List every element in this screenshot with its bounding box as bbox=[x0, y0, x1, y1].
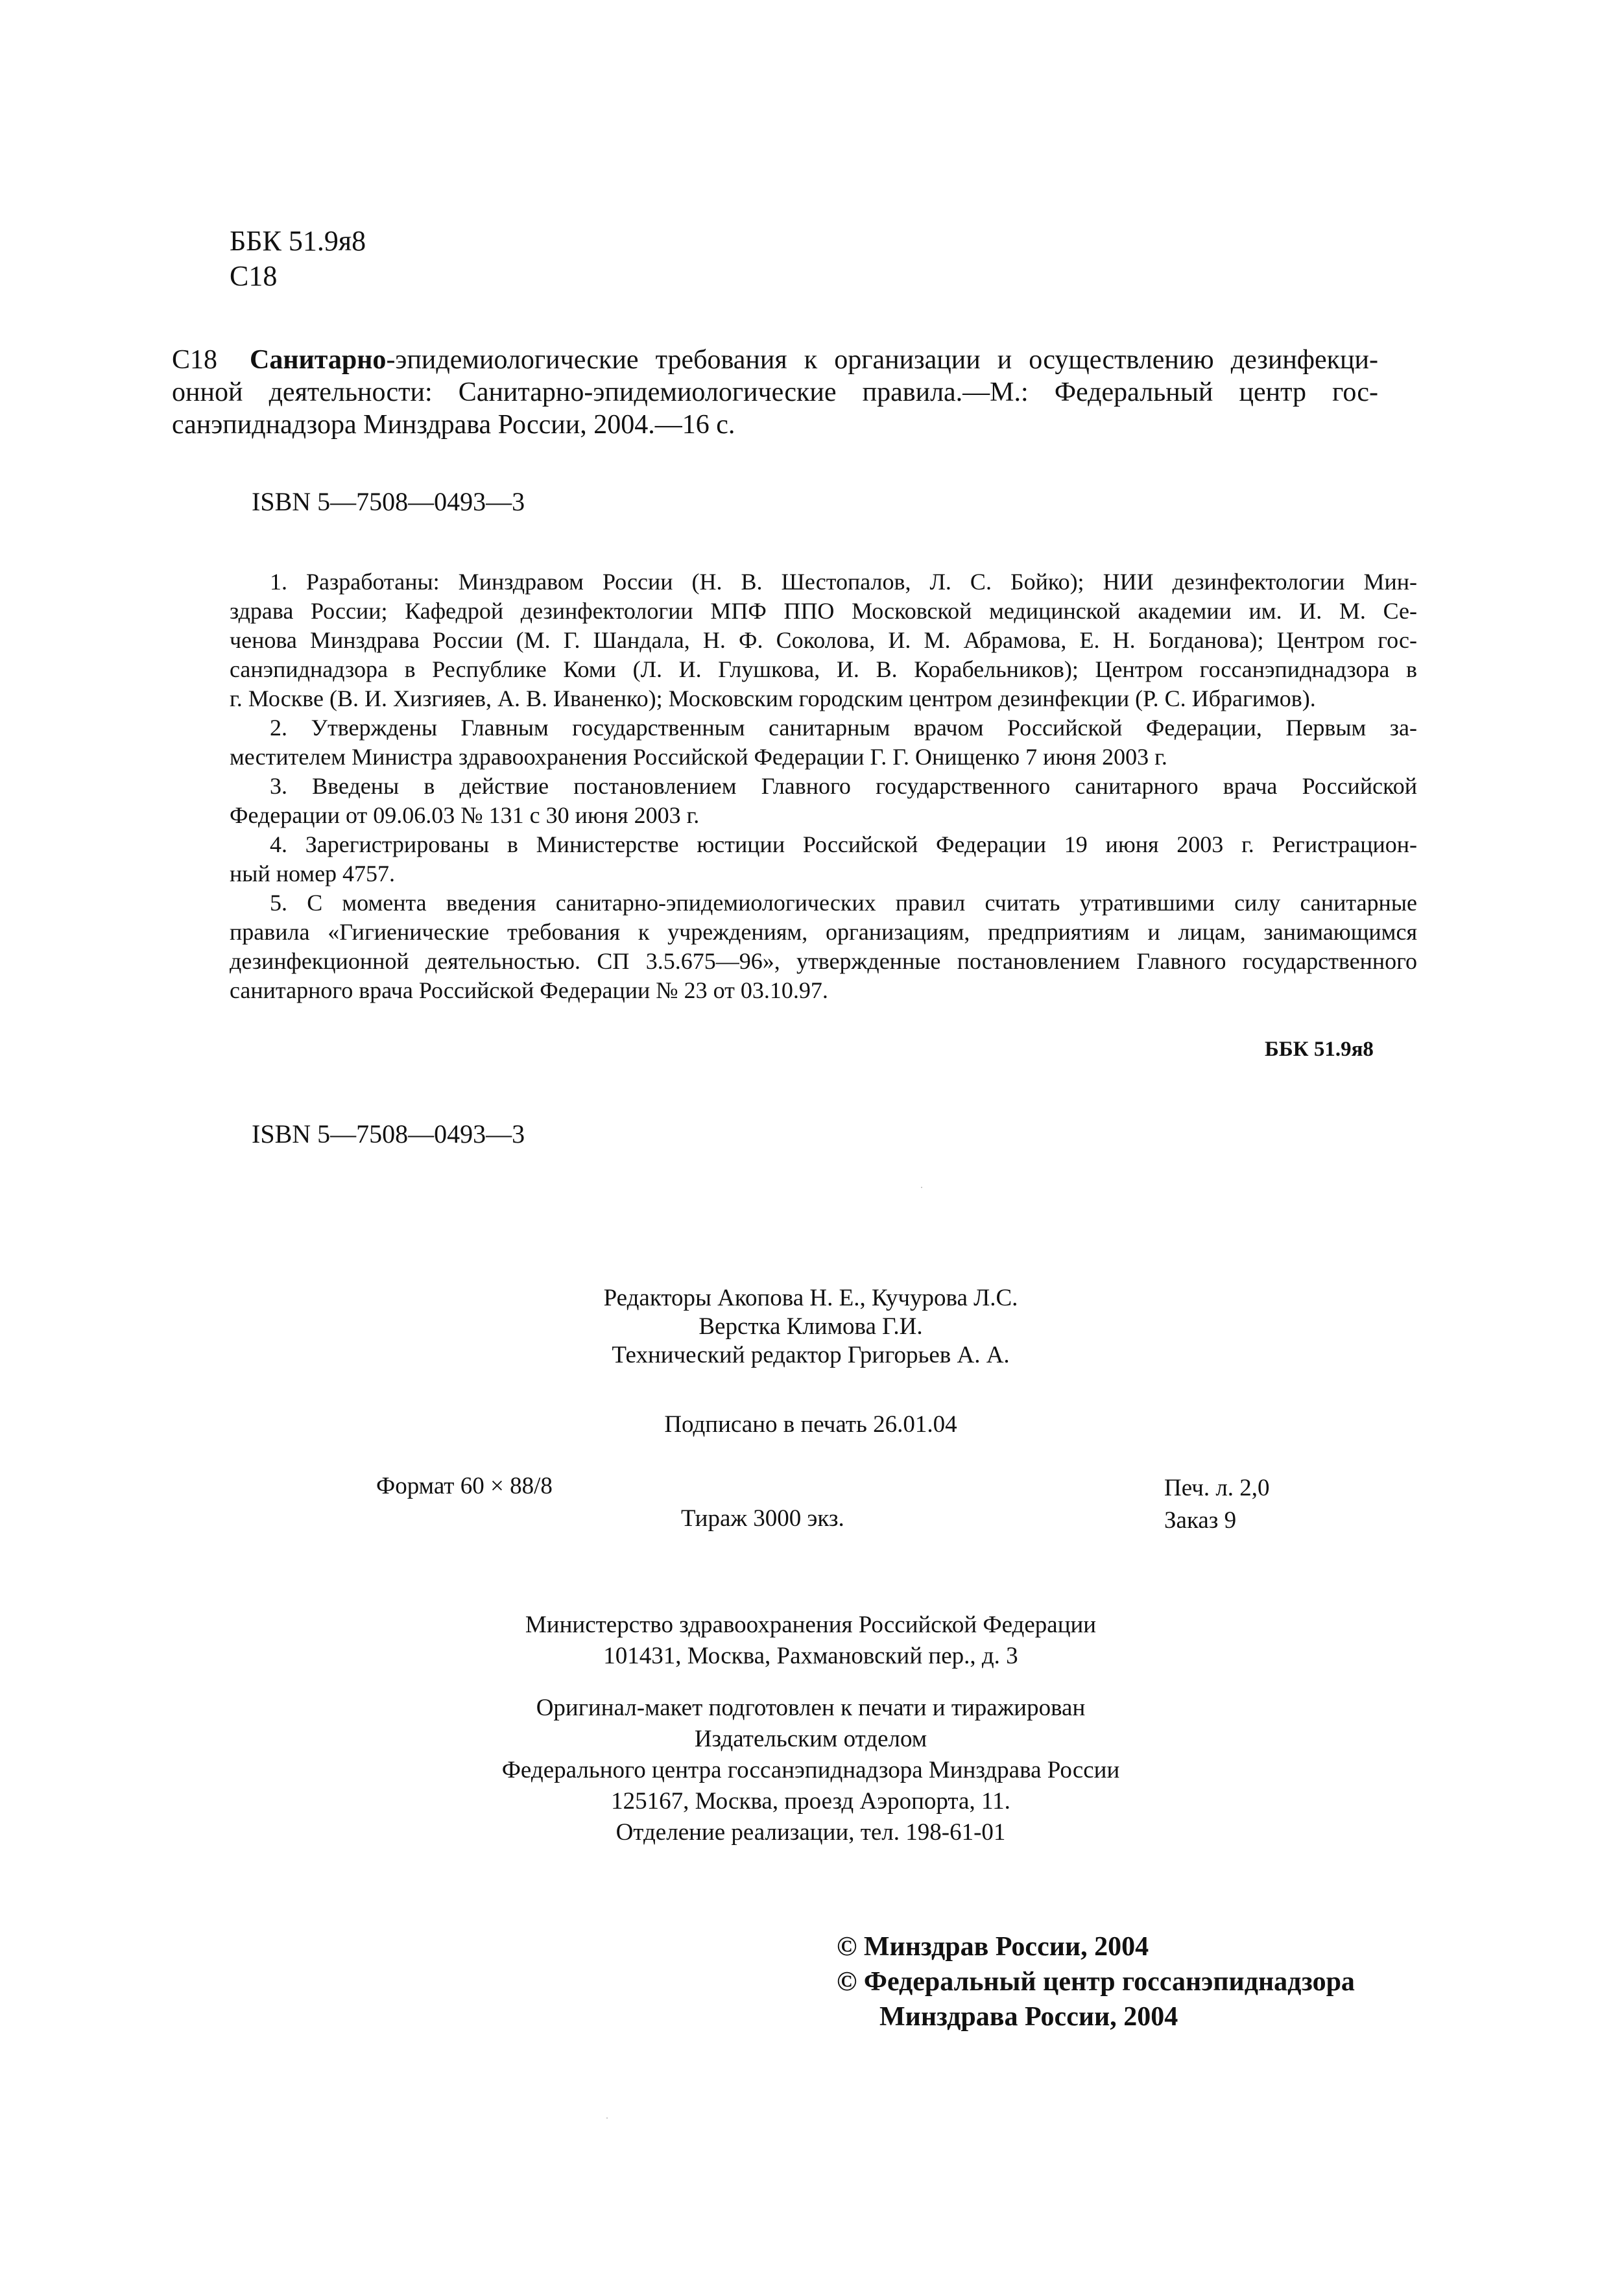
copyright-line-1: © Минздрав России, 2004 bbox=[837, 1932, 1149, 1962]
note-line: правила «Гигиенические требования к учреждениям, организациям, предприятиям и лицам, занимающимся bbox=[230, 919, 1417, 945]
print-run: Тираж 3000 экз. bbox=[681, 1505, 844, 1532]
note-line: санэпиднадзора в Республике Коми (Л. И. Глушкова, И. В. Корабельников); Центром госсанэпиднадзора в bbox=[230, 656, 1417, 682]
catalog-title-bold: Санитарно bbox=[250, 345, 387, 375]
isbn-bottom: ISBN 5—7508—0493—3 bbox=[252, 1119, 525, 1149]
bbk-code: ББК 51.9я8 bbox=[230, 225, 366, 257]
note-line: 5. С момента введения санитарно-эпидемиологических правил считать утратившими силу санитарные bbox=[270, 890, 1417, 916]
order-number: Заказ 9 bbox=[1164, 1507, 1237, 1534]
bbk-classification-block bbox=[230, 224, 366, 294]
note-line: ный номер 4757. bbox=[230, 861, 396, 887]
note-line: здрава России; Кафедрой дезинфектологии МПФ ППО Московской медицинской академии им. И. М. Се- bbox=[230, 598, 1417, 624]
note-line: 3. Введены в действие постановлением Главного государственного санитарного врача Российской bbox=[270, 773, 1417, 799]
publication-notes bbox=[230, 567, 1417, 1005]
note-4 bbox=[230, 830, 1417, 859]
format-info: Формат 60 × 88/8 bbox=[376, 1473, 553, 1499]
note-2 bbox=[230, 713, 1417, 743]
note-3 bbox=[230, 772, 1417, 801]
note-1 bbox=[230, 567, 1417, 597]
publisher-line-5: Отделение реализации, тел. 198-61-01 bbox=[615, 1819, 1006, 1846]
scan-speck bbox=[606, 2117, 608, 2119]
note-line: местителем Министра здравоохранения Российской Федерации Г. Г. Онищенко 7 июня 2003 г. bbox=[230, 744, 1167, 770]
editors-block bbox=[389, 1284, 1232, 1370]
note-line: 1. Разработаны: Минздравом России (Н. В. Шестопалов, Л. С. Бойко); НИИ дезинфектологии Мин- bbox=[270, 569, 1417, 595]
note-line: г. Москве (В. И. Хизгияев, А. В. Иваненко); Московским городским центром дезинфекции (Р. С. Ибрагимов). bbox=[230, 685, 1316, 711]
publisher-line-2: Издательским отделом bbox=[694, 1726, 927, 1752]
bbk-code-right: ББК 51.9я8 bbox=[1265, 1038, 1374, 1061]
layout-line: Верстка Климова Г.И. bbox=[699, 1313, 923, 1340]
note-line: дезинфекционной деятельностью. СП 3.5.675—96», утвержденные постановлением Главного государственного bbox=[230, 948, 1417, 974]
scan-speck bbox=[921, 1187, 922, 1188]
ministry-name: Министерство здравоохранения Российской Федерации bbox=[525, 1612, 1097, 1638]
copyright-line-2: © Федеральный центр госсанэпиднадзора bbox=[837, 1967, 1355, 1997]
publisher-block bbox=[324, 1693, 1297, 1848]
author-mark: С18 bbox=[230, 260, 278, 292]
printed-sheets: Печ. л. 2,0 bbox=[1164, 1475, 1270, 1501]
catalog-index: С18 bbox=[172, 345, 218, 375]
catalog-line-2: онной деятельности: Санитарно-эпидемиологические правила.—М.: Федеральный центр гос- bbox=[172, 377, 1378, 407]
catalog-line-3: санэпиднадзора Минздрава России, 2004.—16 с. bbox=[172, 410, 735, 440]
isbn-top: ISBN 5—7508—0493—3 bbox=[252, 487, 525, 516]
note-5 bbox=[230, 888, 1417, 918]
publisher-line-4: 125167, Москва, проезд Аэропорта, 11. bbox=[611, 1788, 1010, 1815]
note-line: ченова Минздрава России (М. Г. Шандала, Н. Ф. Соколова, И. М. Абрамова, Е. Н. Богданова); Центром гос- bbox=[230, 627, 1417, 653]
editors-line: Редакторы Акопова Н. Е., Кучурова Л.С. bbox=[603, 1285, 1018, 1311]
catalog-entry bbox=[172, 344, 1378, 441]
note-line: 4. Зарегистрированы в Министерстве юстиции Российской Федерации 19 июня 2003 г. Регистрацион- bbox=[270, 831, 1417, 857]
signed-to-print: Подписано в печать 26.01.04 bbox=[664, 1411, 957, 1438]
note-line: 2. Утверждены Главным государственным санитарным врачом Российской Федерации, Первым за- bbox=[270, 715, 1417, 741]
copyright-line-3: Минздрава России, 2004 bbox=[879, 2002, 1178, 2032]
publisher-line-1: Оригинал-макет подготовлен к печати и тиражирован bbox=[536, 1695, 1086, 1721]
catalog-line-1-rest: -эпидемиологические требования к организации и осуществлению дезинфекци- bbox=[386, 345, 1378, 375]
sheets-order-block bbox=[1164, 1472, 1270, 1537]
ministry-address: 101431, Москва, Рахмановский пер., д. 3 bbox=[603, 1643, 1018, 1669]
ministry-block bbox=[324, 1610, 1297, 1672]
tech-editor-line: Технический редактор Григорьев А. А. bbox=[612, 1342, 1010, 1368]
note-line: санитарного врача Российской Федерации № 23 от 03.10.97. bbox=[230, 977, 828, 1003]
note-line: Федерации от 09.06.03 № 131 с 30 июня 2003 г. bbox=[230, 802, 700, 828]
catalog-line-1 bbox=[250, 344, 1378, 376]
copyright-block bbox=[837, 1929, 1355, 2034]
publisher-line-3: Федерального центра госсанэпиднадзора Минздрава России bbox=[501, 1757, 1120, 1783]
